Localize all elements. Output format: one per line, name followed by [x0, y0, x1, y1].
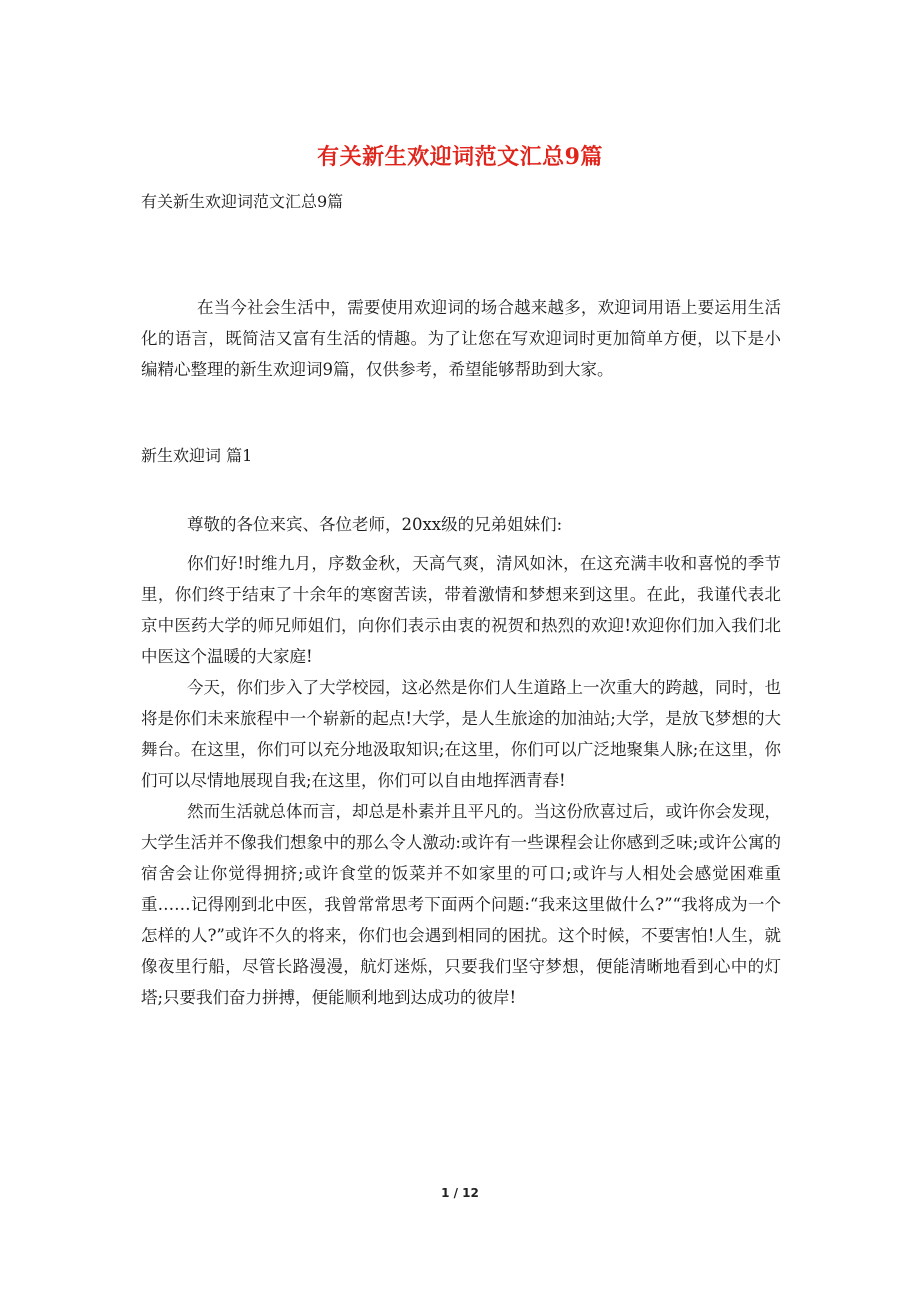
body-paragraph: 今天，你们步入了大学校园，这必然是你们人生道路上一次重大的跨越，同时，也将是你们未来旅程中一个崭新的起点!大学，是人生旅途的加油站;大学，是放飞梦想的大舞台。在这里，你们可以充分地汲取知识;在这里，你们可以广泛地聚集人脉;在这里，你们可以尽情地展现自我;在这里，你们可以自由地挥洒青春! — [141, 678, 781, 790]
body-paragraph: 然而生活就总体而言，却总是朴素并且平凡的。当这份欣喜过后，或许你会发现，大学生活并不像我们想象中的那么令人激动:或许有一些课程会让你感到乏味;或许公寓的宿舍会让你觉得拥挤;或许食堂的饭菜并不如家里的可口;或许与人相处会感觉困难重重……记得刚到北中医，我曾常常思考下面两个问题:“我来这里做什么?”“我将成为一个怎样的人?”或许不久的将来，你们也会遇到相同的困扰。这个时候，不要害怕!人生，就像夜里行船，尽管长路漫漫，航灯迷烁，只要我们坚守梦想，便能清晰地看到心中的灯塔;只要我们奋力拼搏，便能顺利地到达成功的彼岸! — [141, 802, 781, 1007]
document-subtitle: 有关新生欢迎词范文汇总9篇 — [141, 192, 344, 211]
intro-paragraph: 在当今社会生活中，需要使用欢迎词的场合越来越多，欢迎词用语上要运用生活化的语言，既简洁又富有生活的情趣。为了让您在写欢迎词时更加简单方便，以下是小编精心整理的新生欢迎词9篇，仅供参考，希望能够帮助到大家。 — [141, 298, 781, 379]
body-text — [141, 548, 781, 1013]
salutation: 尊敬的各位来宾、各位老师，20xx级的兄弟姐妹们: — [187, 515, 563, 534]
page-number: 1 / 12 — [441, 1186, 479, 1200]
document-title: 有关新生欢迎词范文汇总9篇 — [317, 144, 603, 170]
section-heading: 新生欢迎词 篇1 — [141, 446, 253, 465]
body-paragraph: 你们好!时维九月，序数金秋，天高气爽，清风如沐，在这充满丰收和喜悦的季节里，你们终于结束了十余年的寒窗苦读，带着激情和梦想来到这里。在此，我谨代表北京中医药大学的师兄师姐们，向你们表示由衷的祝贺和热烈的欢迎!欢迎你们加入我们北中医这个温暖的大家庭! — [141, 554, 781, 666]
